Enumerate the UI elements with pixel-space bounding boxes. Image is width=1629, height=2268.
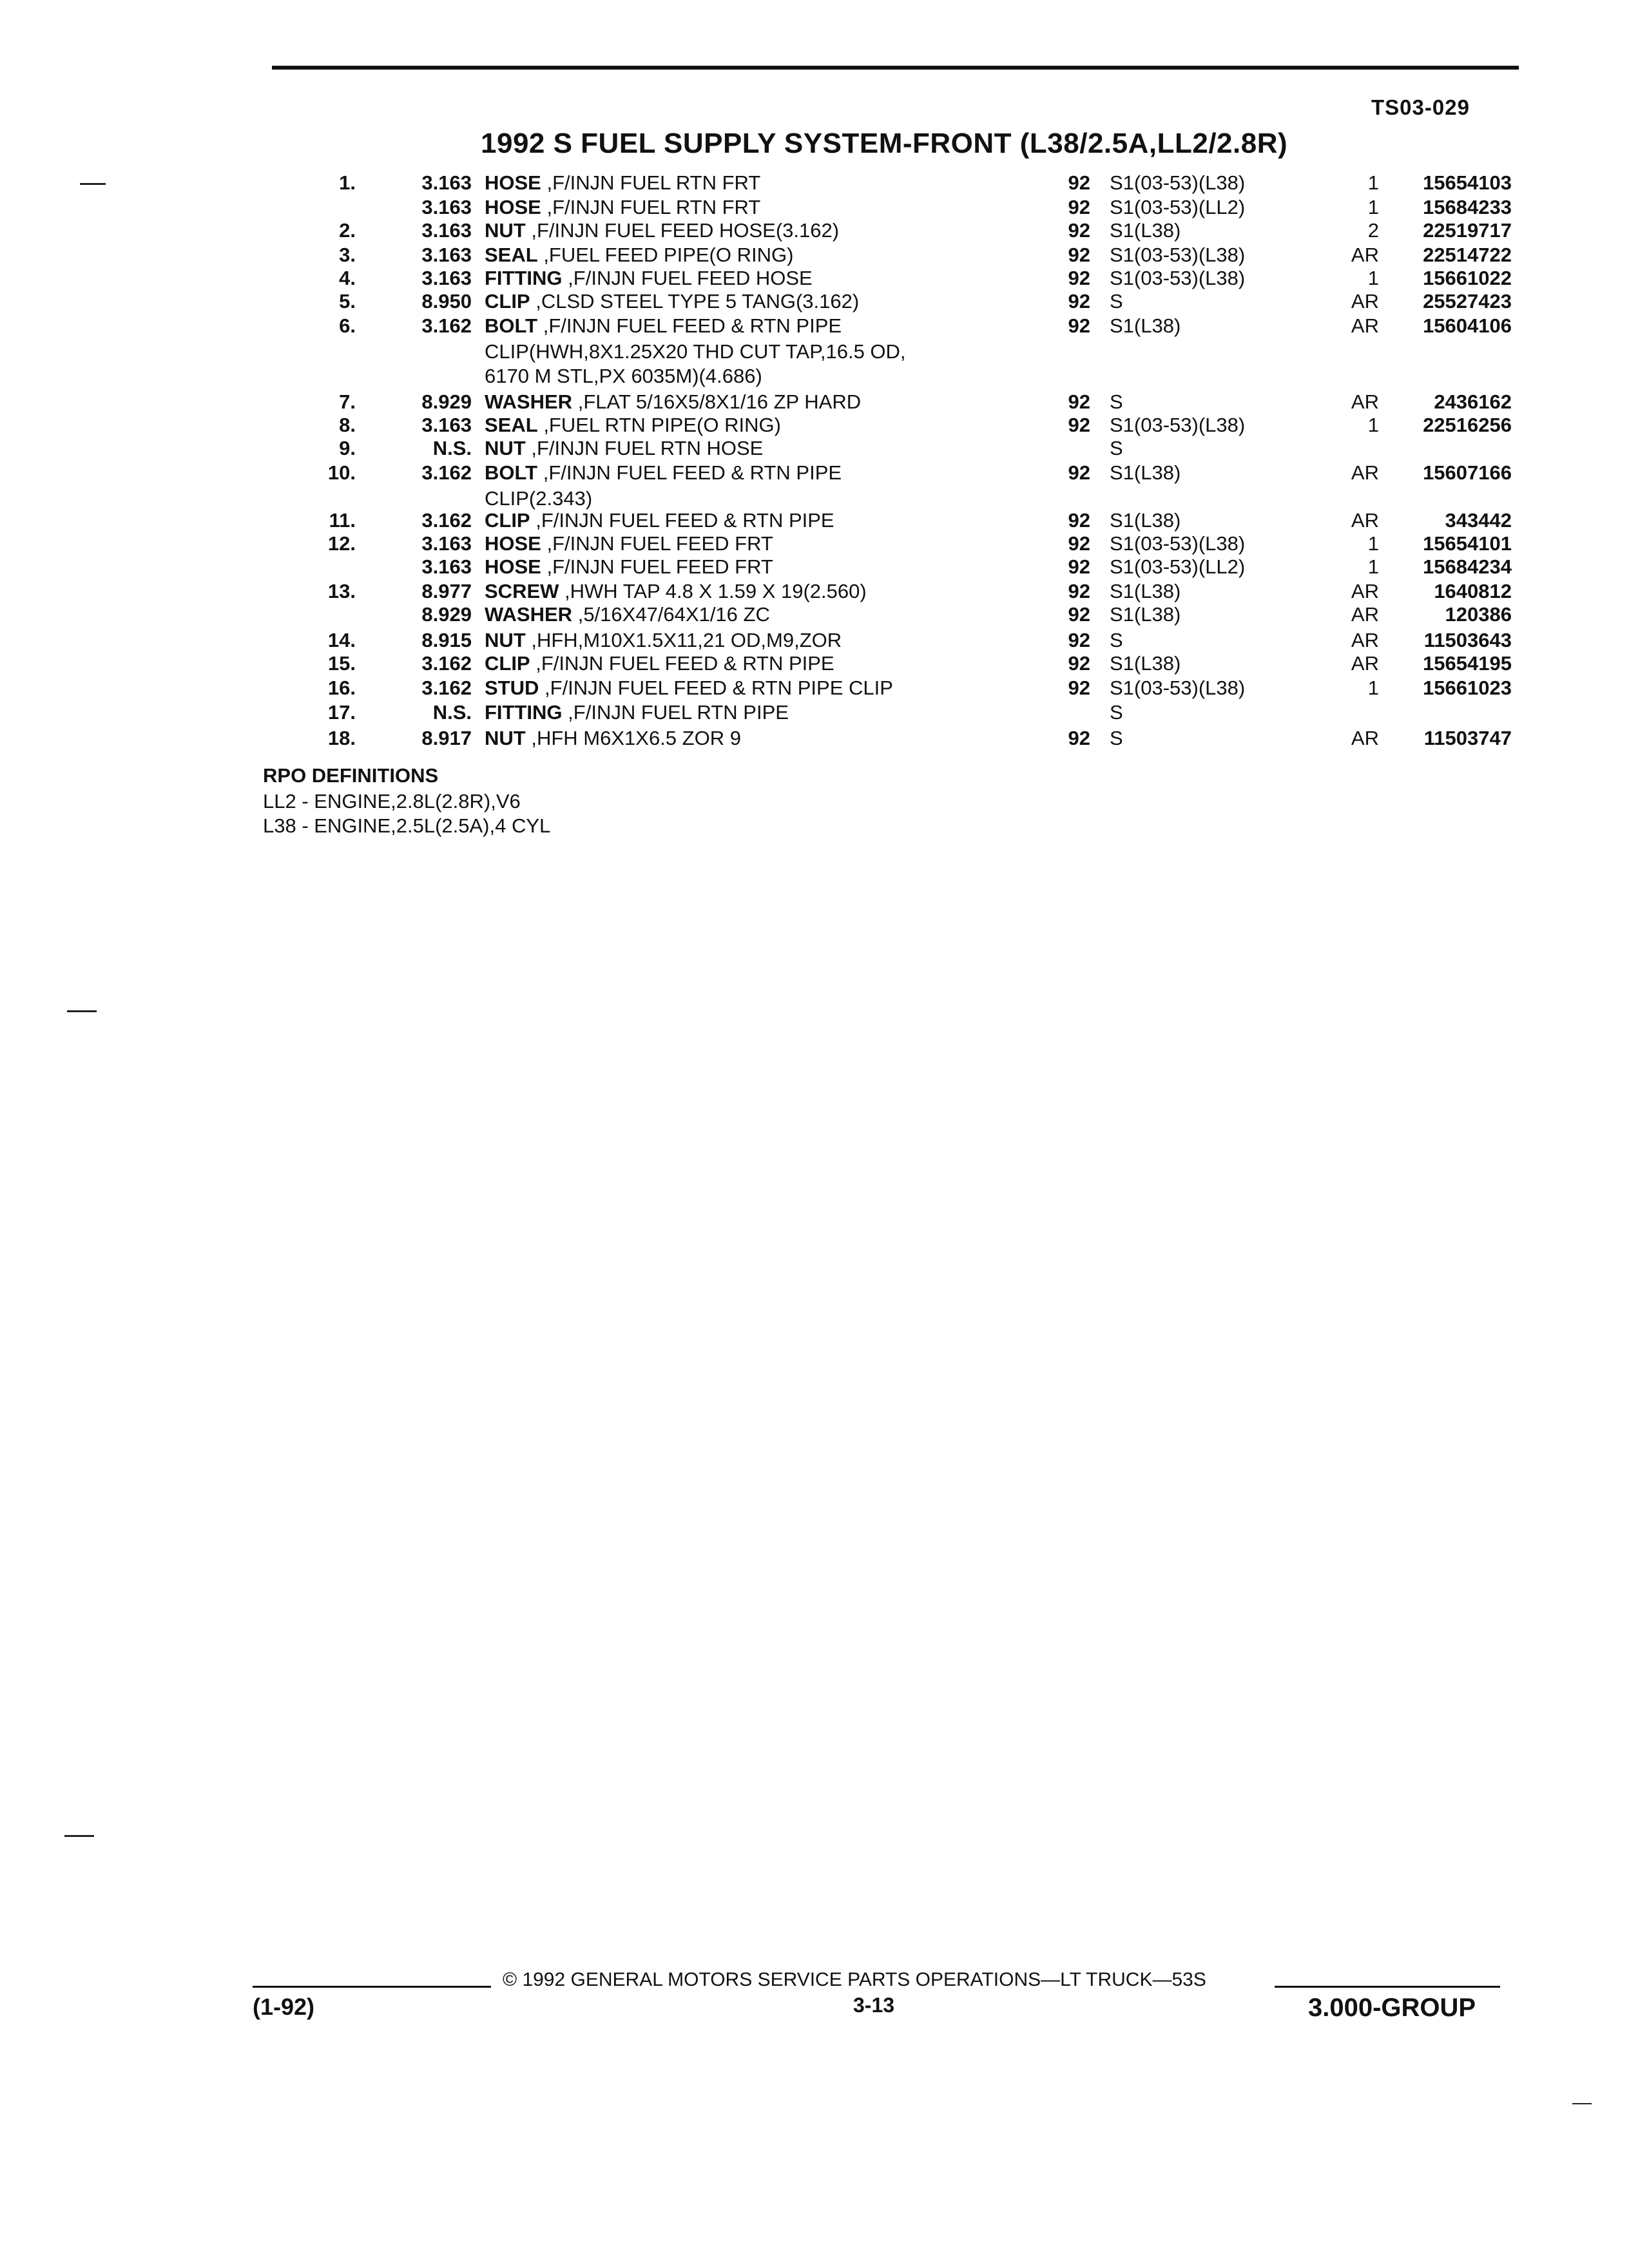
part-number: 15654103	[1423, 171, 1512, 194]
part-detail: ,F/INJN FUEL RTN FRT	[546, 196, 761, 218]
part-detail: ,FUEL FEED PIPE(O RING)	[543, 244, 794, 266]
part-description	[485, 267, 813, 290]
part-detail: ,F/INJN FUEL RTN FRT	[546, 171, 761, 194]
group-number: 3.163	[421, 196, 472, 218]
part-description	[485, 244, 793, 267]
part-detail: ,F/INJN FUEL FEED & RTN PIPE	[543, 314, 842, 337]
series-code: S1(L38)	[1110, 652, 1181, 675]
part-name: SCREW	[485, 580, 559, 602]
part-description	[485, 171, 760, 195]
punch-mark	[1572, 2103, 1592, 2104]
part-detail: ,HFH,M10X1.5X11,21 OD,M9,ZOR	[531, 629, 842, 651]
part-number: 22519717	[1423, 219, 1512, 242]
group-number: 3.163	[421, 171, 472, 194]
punch-mark	[80, 183, 106, 185]
series-code: S1(L38)	[1110, 314, 1181, 337]
series-code: S	[1110, 437, 1123, 459]
group-number: 3.163	[421, 219, 472, 242]
part-description-continued: CLIP(2.343)	[485, 487, 593, 510]
group-number: 8.929	[421, 390, 472, 413]
item-number: 15.	[327, 652, 356, 675]
series-code: S	[1110, 290, 1123, 312]
part-name: HOSE	[485, 171, 541, 194]
part-detail: ,FLAT 5/16X5/8X1/16 ZP HARD	[577, 390, 862, 413]
part-name: WASHER	[485, 603, 573, 626]
part-name: STUD	[485, 677, 539, 699]
footer-rule-left	[253, 1986, 491, 1988]
part-description	[485, 314, 842, 338]
item-number: 5.	[339, 290, 356, 312]
group-number: 3.162	[421, 509, 472, 532]
series-code: S1(03-53)(L38)	[1110, 677, 1246, 699]
group-number: 3.163	[421, 555, 472, 578]
model-year: 92	[1068, 603, 1090, 626]
part-detail: ,FUEL RTN PIPE(O RING)	[543, 414, 781, 436]
part-description	[485, 437, 763, 460]
item-number: 10.	[327, 461, 356, 484]
item-number: 11.	[329, 509, 356, 532]
part-description	[485, 652, 834, 675]
part-description	[485, 390, 861, 414]
part-detail: ,F/INJN FUEL RTN PIPE	[568, 701, 789, 724]
series-code: S1(L38)	[1110, 219, 1181, 242]
quantity: 1	[1367, 196, 1379, 218]
quantity: AR	[1351, 629, 1379, 651]
part-number: 2436162	[1434, 390, 1512, 413]
footer-rule-right	[1275, 1986, 1500, 1988]
series-code: S1(03-53)(L38)	[1110, 414, 1246, 436]
model-year: 92	[1068, 290, 1090, 312]
quantity: AR	[1351, 314, 1379, 337]
item-number: 9.	[339, 437, 356, 459]
part-description	[485, 555, 773, 579]
model-year: 92	[1068, 171, 1090, 194]
group-number: 3.163	[421, 244, 472, 266]
rpo-definition-l38: L38 - ENGINE,2.5L(2.5A),4 CYL	[263, 814, 551, 837]
footer-revision: (1-92)	[253, 1994, 315, 2020]
footer-page-number: 3-13	[853, 1994, 895, 2017]
quantity: AR	[1351, 244, 1379, 266]
quantity: 1	[1367, 532, 1379, 555]
part-description	[485, 461, 842, 485]
part-detail: ,F/INJN FUEL FEED HOSE(3.162)	[531, 219, 840, 242]
quantity: 1	[1367, 267, 1379, 289]
series-code: S1(L38)	[1110, 509, 1181, 532]
model-year: 92	[1068, 414, 1090, 436]
part-number: 15661023	[1423, 677, 1512, 699]
part-detail: ,F/INJN FUEL FEED HOSE	[568, 267, 813, 289]
part-number: 343442	[1445, 509, 1512, 532]
part-detail: ,5/16X47/64X1/16 ZC	[577, 603, 770, 626]
model-year: 92	[1068, 555, 1090, 578]
footer-group: 3.000-GROUP	[1308, 1994, 1476, 2022]
model-year: 92	[1068, 652, 1090, 675]
part-name: BOLT	[485, 314, 538, 337]
part-name: CLIP	[485, 652, 530, 675]
part-description	[485, 196, 760, 219]
part-number: 25527423	[1423, 290, 1512, 312]
quantity: AR	[1351, 509, 1379, 532]
part-detail: ,HWH TAP 4.8 X 1.59 X 19(2.560)	[564, 580, 867, 602]
group-number: 8.950	[421, 290, 472, 312]
punch-mark	[67, 1010, 97, 1012]
rpo-definitions-title: RPO DEFINITIONS	[263, 764, 439, 787]
quantity: AR	[1351, 652, 1379, 675]
series-code: S1(03-53)(L38)	[1110, 171, 1246, 194]
part-detail: ,F/INJN FUEL FEED & RTN PIPE CLIP	[545, 677, 893, 699]
model-year: 92	[1068, 629, 1090, 651]
rpo-definition-ll2: LL2 - ENGINE,2.8L(2.8R),V6	[263, 790, 521, 812]
quantity: AR	[1351, 390, 1379, 413]
quantity: AR	[1351, 727, 1379, 749]
part-description	[485, 580, 867, 603]
item-number: 2.	[339, 219, 356, 242]
model-year: 92	[1068, 219, 1090, 242]
series-code: S1(03-53)(L38)	[1110, 244, 1246, 266]
series-code: S	[1110, 629, 1123, 651]
group-number: N.S.	[432, 701, 472, 724]
part-number: 15604106	[1423, 314, 1512, 337]
part-name: NUT	[485, 437, 526, 459]
series-code: S	[1110, 727, 1123, 749]
series-code: S1(03-53)(LL2)	[1110, 196, 1246, 218]
part-name: SEAL	[485, 244, 538, 266]
model-year: 92	[1068, 390, 1090, 413]
quantity: 1	[1367, 677, 1379, 699]
part-description	[485, 414, 781, 437]
group-number: N.S.	[432, 437, 472, 459]
item-number: 7.	[339, 390, 356, 413]
part-name: CLIP	[485, 509, 530, 532]
model-year: 92	[1068, 314, 1090, 337]
part-description	[485, 509, 834, 532]
part-name: WASHER	[485, 390, 573, 413]
item-number: 4.	[339, 267, 356, 289]
model-year: 92	[1068, 461, 1090, 484]
series-code: S1(03-53)(L38)	[1110, 532, 1246, 555]
quantity: AR	[1351, 461, 1379, 484]
part-description	[485, 701, 789, 724]
part-detail: ,HFH M6X1X6.5 ZOR 9	[531, 727, 741, 749]
part-name: HOSE	[485, 196, 541, 218]
part-name: NUT	[485, 629, 526, 651]
model-year: 92	[1068, 196, 1090, 218]
group-number: 3.163	[421, 532, 472, 555]
part-number: 11503643	[1423, 629, 1512, 651]
part-number: 120386	[1445, 603, 1512, 626]
group-number: 3.162	[421, 652, 472, 675]
model-year: 92	[1068, 244, 1090, 266]
part-description	[485, 629, 842, 652]
series-code: S	[1110, 701, 1123, 724]
series-code: S1(L38)	[1110, 603, 1181, 626]
part-name: FITTING	[485, 701, 563, 724]
part-description	[485, 677, 893, 700]
group-number: 8.929	[421, 603, 472, 626]
item-number: 13.	[327, 580, 356, 602]
part-number: 15684234	[1423, 555, 1512, 578]
part-number: 11503747	[1423, 727, 1512, 749]
part-number: 15654101	[1423, 532, 1512, 555]
part-name: NUT	[485, 219, 526, 242]
part-description	[485, 532, 773, 555]
quantity: AR	[1351, 290, 1379, 312]
part-name: HOSE	[485, 555, 541, 578]
series-code: S	[1110, 390, 1123, 413]
item-number: 6.	[339, 314, 356, 337]
part-detail: ,F/INJN FUEL RTN HOSE	[531, 437, 764, 459]
quantity: 1	[1367, 555, 1379, 578]
part-description	[485, 219, 839, 242]
group-number: 8.917	[421, 727, 472, 749]
part-description-continued: 6170 M STL,PX 6035M)(4.686)	[485, 365, 762, 387]
part-detail: ,F/INJN FUEL FEED FRT	[546, 555, 773, 578]
part-name: NUT	[485, 727, 526, 749]
series-code: S1(03-53)(LL2)	[1110, 555, 1246, 578]
series-code: S1(03-53)(L38)	[1110, 267, 1246, 289]
group-number: 3.163	[421, 414, 472, 436]
model-year: 92	[1068, 267, 1090, 289]
group-number: 3.162	[421, 677, 472, 699]
part-description	[485, 603, 770, 626]
part-number: 15654195	[1423, 652, 1512, 675]
part-name: SEAL	[485, 414, 538, 436]
item-number: 17.	[327, 701, 356, 724]
group-number: 3.162	[421, 461, 472, 484]
item-number: 14.	[327, 629, 356, 651]
group-number: 8.915	[421, 629, 472, 651]
top-rule	[272, 66, 1519, 70]
footer-copyright: © 1992 GENERAL MOTORS SERVICE PARTS OPERATIONS—LT TRUCK—53S	[503, 1969, 1206, 1990]
part-name: CLIP	[485, 290, 530, 312]
part-number: 15607166	[1423, 461, 1512, 484]
quantity: 1	[1367, 171, 1379, 194]
part-name: HOSE	[485, 532, 541, 555]
punch-mark	[64, 1835, 94, 1837]
series-code: S1(L38)	[1110, 580, 1181, 602]
model-year: 92	[1068, 677, 1090, 699]
group-number: 3.163	[421, 267, 472, 289]
part-description	[485, 290, 859, 313]
item-number: 1.	[339, 171, 356, 194]
part-detail: ,F/INJN FUEL FEED FRT	[546, 532, 773, 555]
group-number: 8.977	[421, 580, 472, 602]
part-detail: ,F/INJN FUEL FEED & RTN PIPE	[535, 652, 834, 675]
model-year: 92	[1068, 532, 1090, 555]
model-year: 92	[1068, 509, 1090, 532]
model-year: 92	[1068, 580, 1090, 602]
model-year: 92	[1068, 727, 1090, 749]
quantity: AR	[1351, 603, 1379, 626]
part-name: BOLT	[485, 461, 538, 484]
item-number: 16.	[327, 677, 356, 699]
item-number: 12.	[327, 532, 356, 555]
part-number: 22516256	[1423, 414, 1512, 436]
item-number: 3.	[339, 244, 356, 266]
item-number: 18.	[327, 727, 356, 749]
part-name: FITTING	[485, 267, 563, 289]
item-number: 8.	[339, 414, 356, 436]
part-detail: ,F/INJN FUEL FEED & RTN PIPE	[543, 461, 842, 484]
series-code: S1(L38)	[1110, 461, 1181, 484]
part-detail: ,CLSD STEEL TYPE 5 TANG(3.162)	[535, 290, 860, 312]
part-number: 15684233	[1423, 196, 1512, 218]
quantity: 1	[1367, 414, 1379, 436]
part-description-continued: CLIP(HWH,8X1.25X20 THD CUT TAP,16.5 OD,	[485, 340, 906, 363]
page-title: 1992 S FUEL SUPPLY SYSTEM-FRONT (L38/2.5A,LL2/2.8R)	[481, 128, 1288, 159]
part-number: 1640812	[1434, 580, 1512, 602]
document-id: TS03-029	[1371, 95, 1470, 119]
part-detail: ,F/INJN FUEL FEED & RTN PIPE	[535, 509, 834, 532]
part-number: 22514722	[1423, 244, 1512, 266]
group-number: 3.162	[421, 314, 472, 337]
quantity: AR	[1351, 580, 1379, 602]
quantity: 2	[1367, 219, 1379, 242]
part-description	[485, 727, 741, 750]
part-number: 15661022	[1423, 267, 1512, 289]
